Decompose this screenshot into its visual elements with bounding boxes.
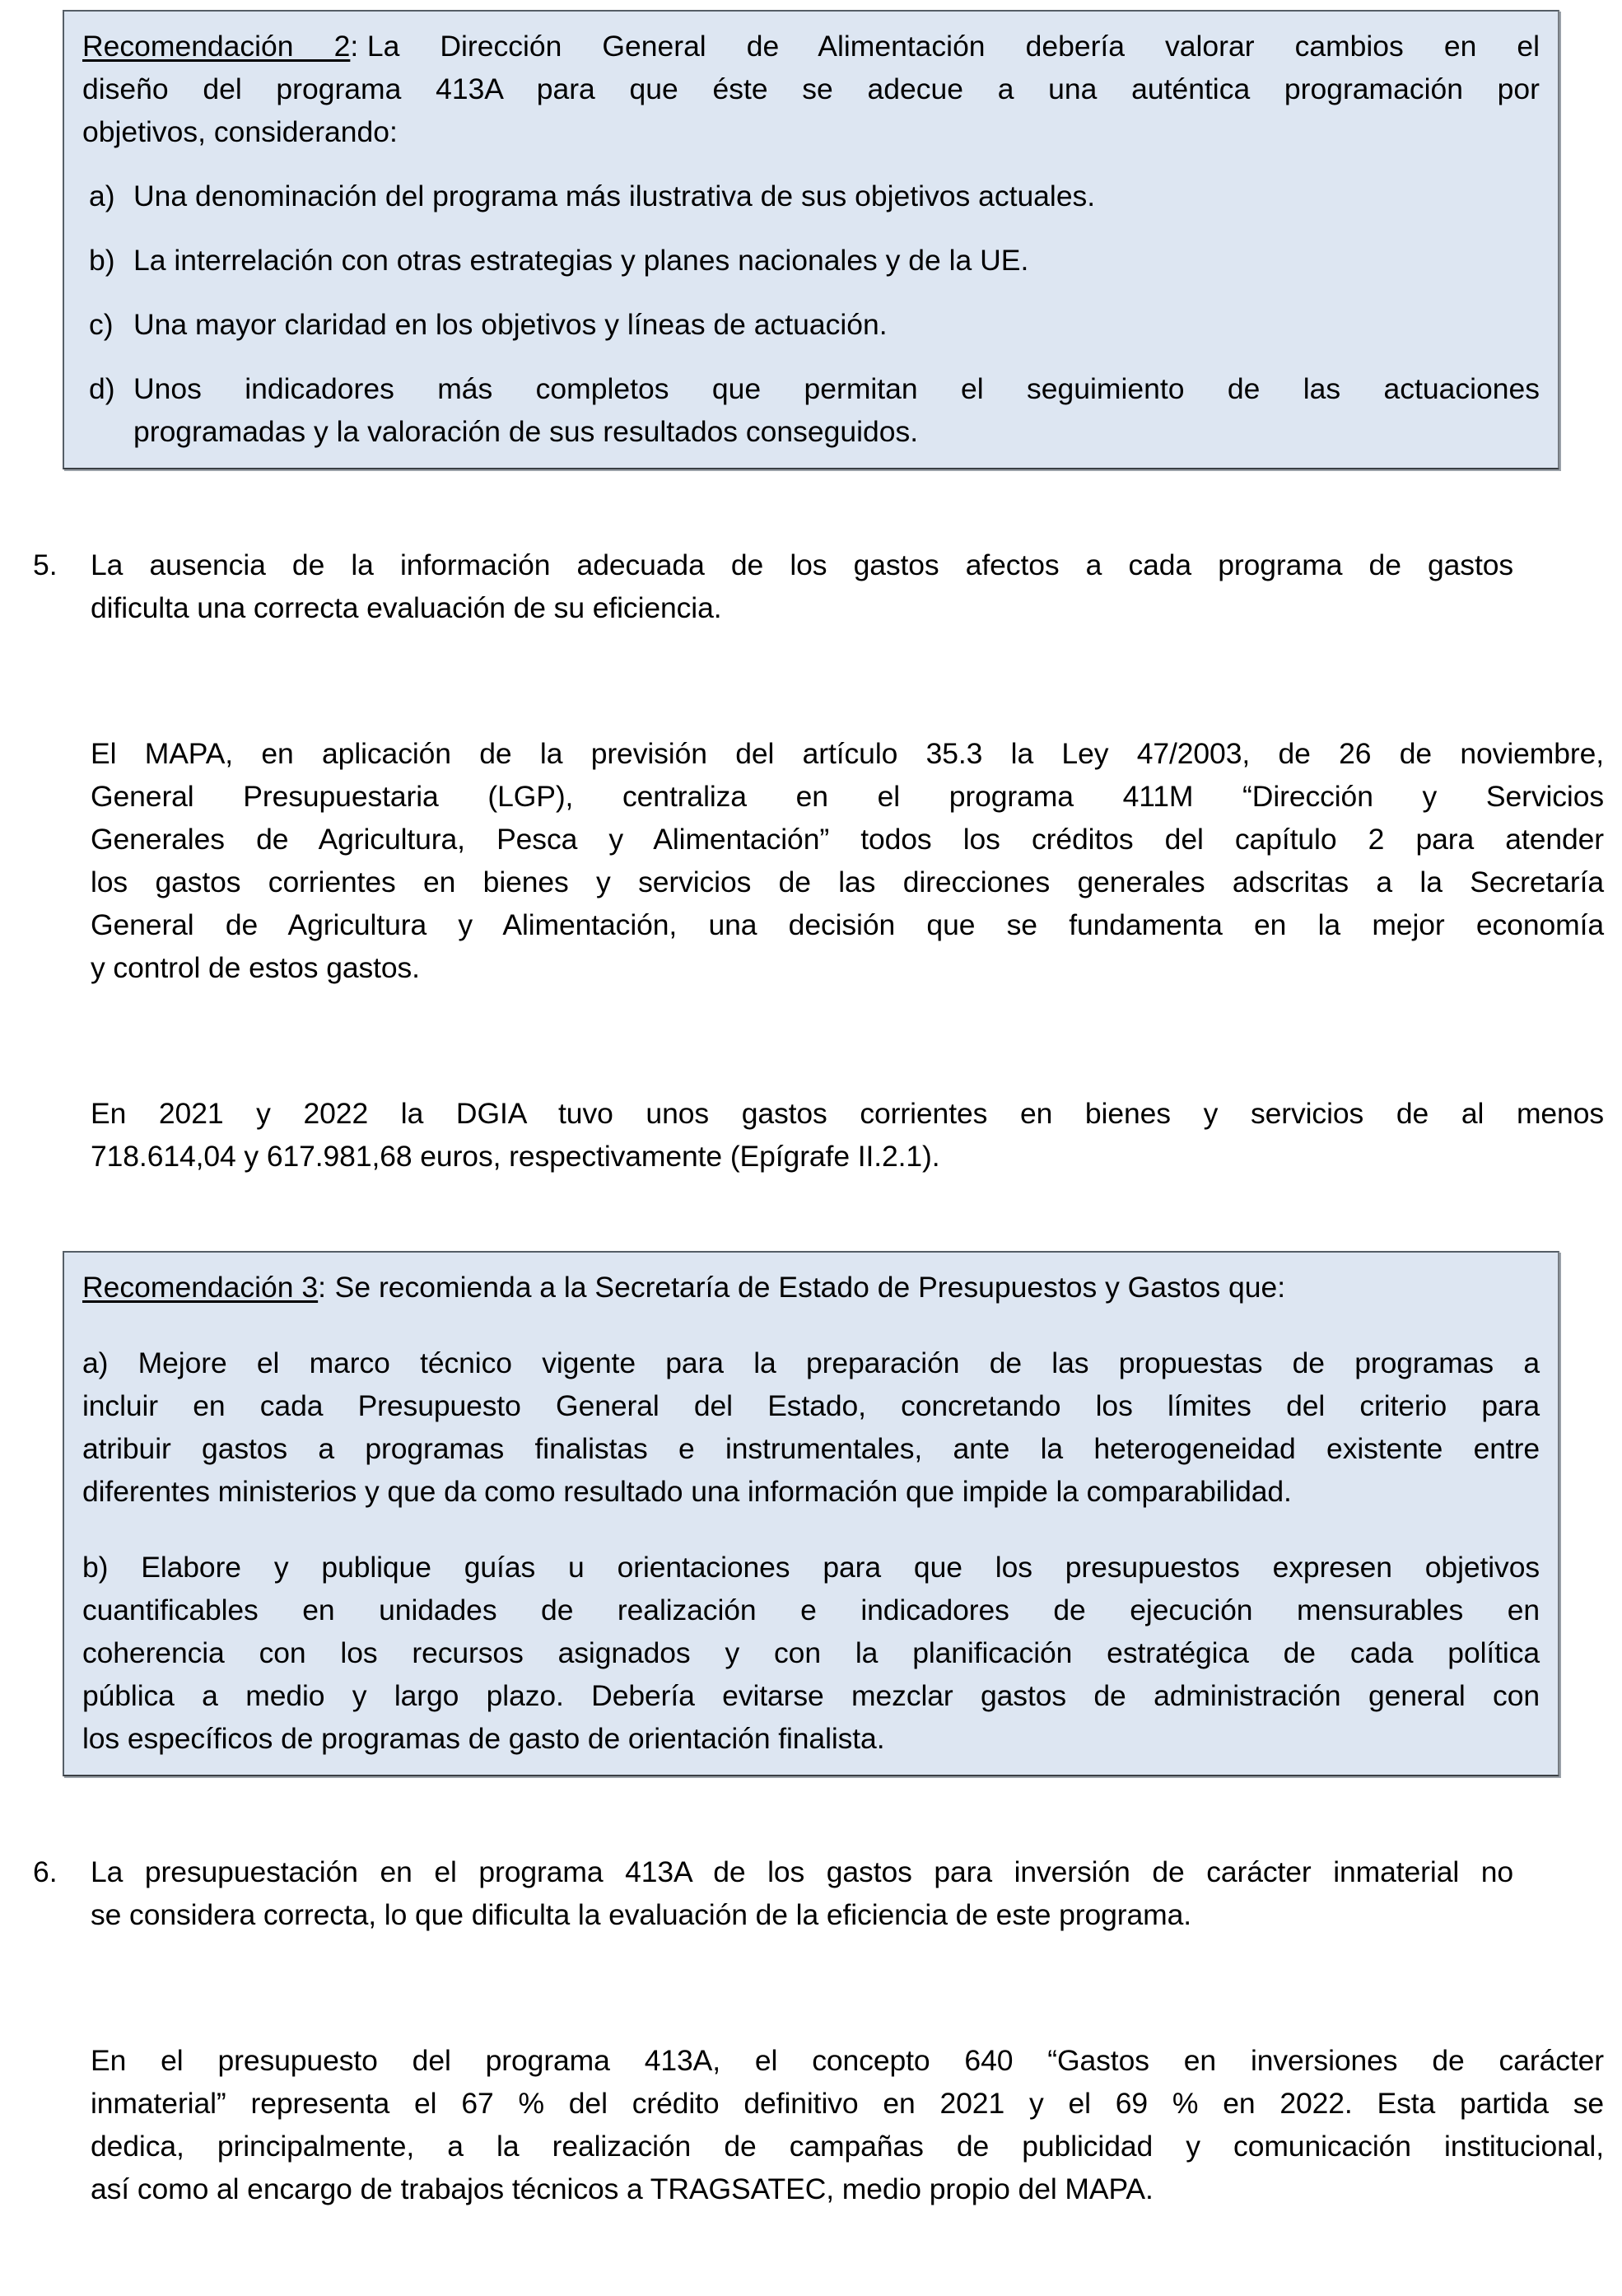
list-item-line-2: programadas y la valoración de sus resultados conseguidos. [133, 415, 919, 448]
item-5-p1-line-1: El MAPA, en aplicación de la previsión del artículo 35.3 la Ley 47/2003, de 26 de noviembre, [91, 736, 1604, 770]
numbered-item-5 [0, 544, 1513, 629]
recommendation-3-item-b [82, 1546, 1540, 1760]
numbered-item-6 [0, 1850, 1513, 1936]
recommendation-3-item-a-line-2: incluir en cada Presupuesto General del Estado, concretando los límites del criterio para [82, 1389, 1540, 1422]
list-item-marker: a) [89, 180, 115, 212]
item-6-p1-line-4: así como al encargo de trabajos técnicos a TRAGSATEC, medio propio del MAPA. [91, 2172, 1154, 2205]
list-item-marker: c) [89, 308, 114, 341]
item-5-p1-line-5: General de Agricultura y Alimentación, una decisión que se fundamenta en la mejor economía [91, 908, 1604, 941]
list-item [82, 175, 1540, 217]
list-item [82, 367, 1540, 453]
recommendation-3-item-a-line-3: atribuir gastos a programas finalistas e instrumentales, ante la heterogeneidad existente entre [82, 1432, 1540, 1465]
recommendation-3-item-b-line-1: b) Elabore y publique guías u orientaciones para que los presupuestos expresen objetivos [82, 1551, 1540, 1584]
item-5-p1-line-2: General Presupuestaria (LGP), centraliza en el programa 411M “Dirección y Servicios [91, 779, 1604, 813]
list-item-text: Una denominación del programa más ilustrativa de sus objetivos actuales. [133, 180, 1096, 212]
recommendation-2-box [63, 10, 1559, 469]
numbered-item-6-heading-line-1: La presupuestación en el programa 413A de los gastos para inversión de carácter inmaterial no [91, 1855, 1513, 1888]
recommendation-2-line-1: La Dirección General de Alimentación debería valorar cambios en el [366, 30, 1540, 63]
recommendation-3-item-b-line-3: coherencia con los recursos asignados y con la planificación estratégica de cada política [82, 1636, 1540, 1669]
recommendation-3-label-separator: : [318, 1271, 327, 1304]
item-5-p1-line-4: los gastos corrientes en bienes y servicios de las direcciones generales adscritas a la Secretaría [91, 865, 1604, 898]
recommendation-3-label: Recomendación 3 [82, 1271, 319, 1304]
item-6-p1-line-2: inmaterial” representa el 67 % del crédito definitivo en 2021 y el 69 % en 2022. Esta partida se [91, 2086, 1604, 2120]
recommendation-2-label-separator: : [350, 30, 359, 63]
numbered-item-6-heading [91, 1850, 1513, 1936]
list-item-line-1: Unos indicadores más completos que permitan el seguimiento de las actuaciones [133, 372, 1540, 405]
recommendation-2-line-3: objetivos, considerando: [82, 115, 398, 148]
numbered-item-5-heading [91, 544, 1513, 629]
item-5-p1-line-3: Generales de Agricultura, Pesca y Alimentación” todos los créditos del capítulo 2 para atender [91, 822, 1604, 856]
recommendation-2-label: Recomendación 2 [82, 30, 351, 63]
item-5-p2-line-1: En 2021 y 2022 la DGIA tuvo unos gastos corrientes en bienes y servicios de al menos [91, 1096, 1604, 1130]
recommendation-3-intro-text: Se recomienda a la Secretaría de Estado de Presupuestos y Gastos que: [334, 1271, 1286, 1304]
numbered-item-5-marker: 5. [33, 548, 58, 581]
item-5-paragraph-2 [91, 1092, 1604, 1178]
recommendation-2-item-list [82, 175, 1540, 453]
item-6-paragraph-1 [91, 2039, 1604, 2210]
list-item [82, 303, 1540, 346]
recommendation-2-line-2: diseño del programa 413A para que éste se adecue a una auténtica programación por [82, 72, 1540, 105]
list-item-marker: d) [89, 372, 115, 405]
numbered-item-5-heading-line-1: La ausencia de la información adecuada de los gastos afectos a cada programa de gastos [91, 548, 1513, 581]
recommendation-3-item-b-line-4: pública a medio y largo plazo. Debería evitarse mezclar gastos de administración general con [82, 1679, 1540, 1712]
item-6-p1-line-1: En el presupuesto del programa 413A, el concepto 640 “Gastos en inversiones de carácter [91, 2043, 1604, 2077]
document-page [0, 10, 1622, 2296]
recommendation-3-item-b-line-2: cuantificables en unidades de realización e indicadores de ejecución mensurables en [82, 1594, 1540, 1626]
item-5-p2-line-2: 718.614,04 y 617.981,68 euros, respectivamente (Epígrafe II.2.1). [91, 1139, 940, 1173]
list-item [82, 239, 1540, 282]
recommendation-2-intro [82, 25, 1540, 153]
list-item-text: La interrelación con otras estrategias y planes nacionales y de la UE. [133, 244, 1029, 277]
recommendation-3-item-a [82, 1342, 1540, 1513]
item-5-paragraph-1 [91, 732, 1604, 989]
numbered-item-5-heading-line-2: dificulta una correcta evaluación de su eficiencia. [91, 590, 722, 624]
item-5-p1-line-6: y control de estos gastos. [91, 950, 420, 984]
recommendation-3-item-a-line-1: a) Mejore el marco técnico vigente para la preparación de las propuestas de programas a [82, 1346, 1540, 1379]
recommendation-3-item-b-line-5: los específicos de programas de gasto de orientación finalista. [82, 1722, 885, 1755]
item-5-body [0, 732, 1615, 1178]
numbered-item-6-marker: 6. [33, 1855, 58, 1888]
recommendation-3-intro [82, 1266, 1540, 1309]
item-6-body [0, 2039, 1615, 2210]
list-item-text: Una mayor claridad en los objetivos y líneas de actuación. [133, 308, 888, 341]
item-6-p1-line-3: dedica, principalmente, a la realización de campañas de publicidad y comunicación institucional, [91, 2129, 1604, 2163]
recommendation-3-box [63, 1251, 1559, 1776]
recommendation-3-item-a-line-4: diferentes ministerios y que da como resultado una información que impide la comparabilidad. [82, 1475, 1292, 1508]
list-item-marker: b) [89, 244, 115, 277]
numbered-item-6-heading-line-2: se considera correcta, lo que dificulta la evaluación de la eficiencia de este programa. [91, 1897, 1192, 1931]
